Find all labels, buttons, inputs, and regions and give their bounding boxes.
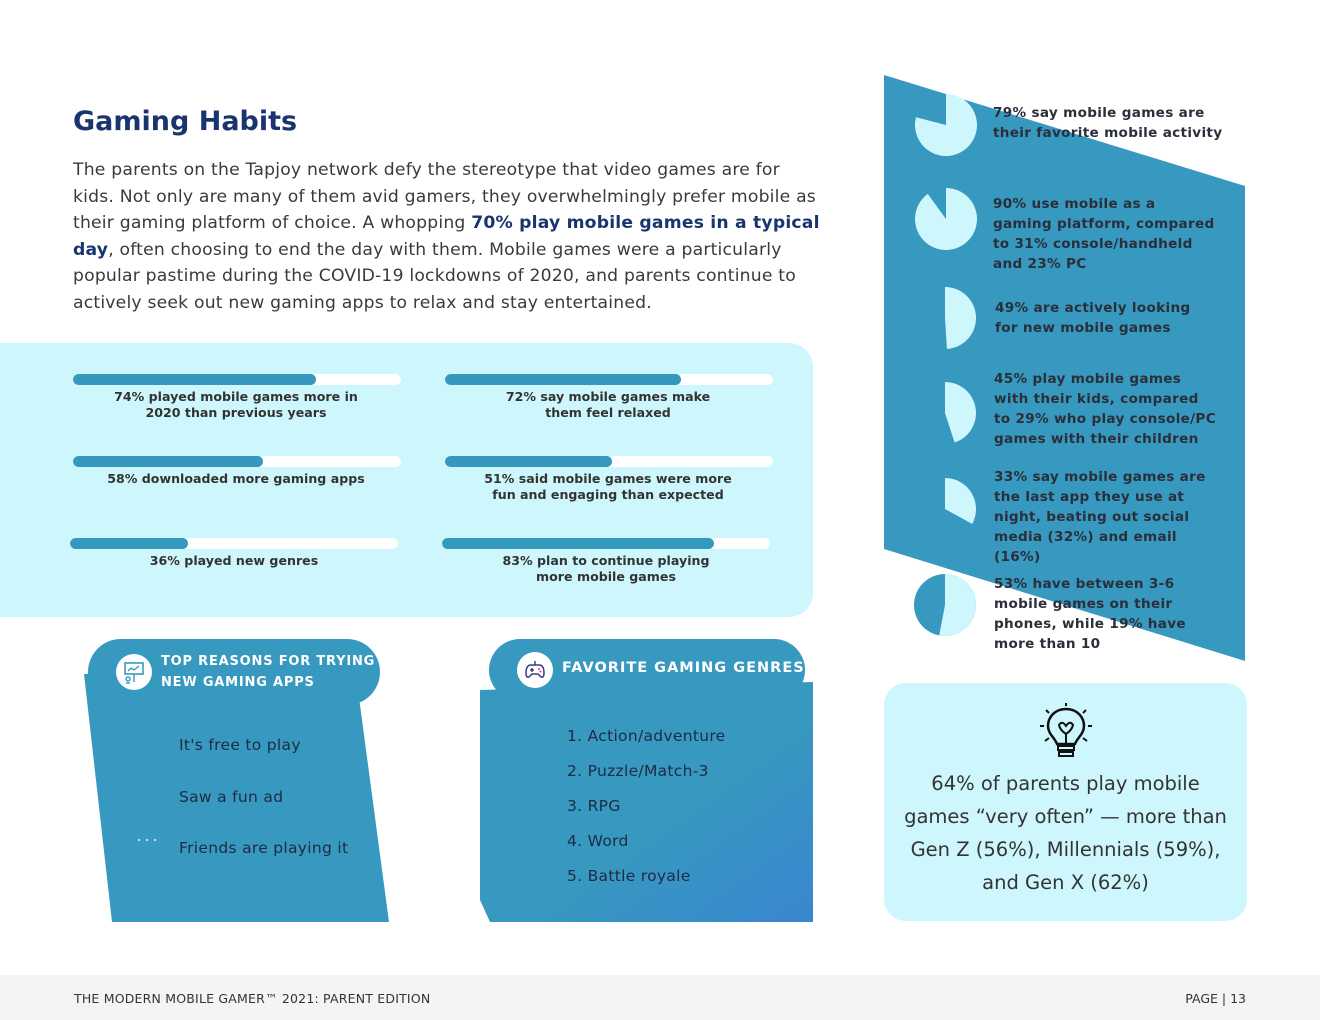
genres-card-title: FAVORITE GAMING GENRES: [562, 660, 805, 676]
genre-item: 4. Word: [567, 832, 629, 850]
stat-bar-fill: [73, 374, 316, 385]
stat-bar-fill: [445, 456, 612, 467]
pie-chart: [914, 287, 976, 349]
stat-bar-fill: [70, 538, 188, 549]
lightbulb-icon: [1038, 703, 1094, 761]
stat-bar-fill: [442, 538, 714, 549]
stat-bar-track: [73, 456, 401, 467]
pie-slice: [915, 94, 977, 156]
pie-stat-text: 79% say mobile games are their favorite mobile activity: [993, 105, 1223, 141]
stat-bar-label: 83% plan to continue playing more mobile games: [502, 553, 710, 584]
pie-chart: [915, 94, 977, 156]
genre-item: 1. Action/adventure: [567, 727, 726, 745]
pie-stat-text: 49% are actively looking for new mobile games: [995, 300, 1191, 336]
gamepad-icon: [517, 652, 553, 688]
reason-item: Friends are playing it: [179, 839, 349, 857]
stat-bar-label: 58% downloaded more gaming apps: [107, 471, 365, 486]
reasons-title-line2: NEW GAMING APPS: [161, 675, 315, 690]
friends-icon: [136, 836, 160, 844]
stat-bar-track: [70, 538, 398, 549]
tip-text: 64% of parents play mobile games “very often” — more than Gen Z (56%), Millennials (59%), and Gen X (62%): [904, 772, 1227, 894]
footer-page-number: PAGE | 13: [1185, 991, 1246, 1006]
stat-bar-fill: [445, 374, 681, 385]
pie-stat-text: 90% use mobile as a gaming platform, compared to 31% console/handheld and 23% PC: [993, 196, 1215, 272]
footer-publication-title: THE MODERN MOBILE GAMER™ 2021: PARENT EDITION: [74, 991, 431, 1006]
pie-stat-text: 45% play mobile games with their kids, compared to 29% who play console/PC games with their children: [994, 371, 1216, 447]
reasons-card-title: [161, 651, 375, 693]
reason-item: It's free to play: [179, 736, 301, 754]
stat-bar-track: [442, 538, 770, 549]
page-title: Gaming Habits: [73, 106, 298, 137]
presentation-icon: [116, 654, 152, 690]
stat-bar-label: 72% say mobile games make them feel relaxed: [505, 389, 711, 420]
stat-bar-track: [73, 374, 401, 385]
stat-bar-label: 36% played new genres: [149, 553, 319, 568]
pie-slice: [945, 382, 976, 442]
pie-chart: [914, 478, 976, 540]
pie-stat-text: 33% say mobile games are the last app they use at night, beating out social media (32%) and email (16%): [994, 469, 1206, 565]
genre-item: 3. RPG: [567, 797, 621, 815]
stat-bar-track: [445, 456, 773, 467]
pie-chart: [914, 574, 976, 636]
stat-bar-label: 51% said mobile games were more fun and engaging than expected: [484, 471, 732, 502]
pie-stat-text: 53% have between 3-6 mobile games on their phones, while 19% have more than 10: [994, 576, 1186, 652]
intro-highlight: 70% play mobile games in a typical day: [73, 213, 820, 260]
reasons-title-line1: TOP REASONS FOR TRYING: [161, 654, 376, 669]
stat-bar-track: [445, 374, 773, 385]
genre-item: 5. Battle royale: [567, 867, 691, 885]
reason-item: Saw a fun ad: [179, 788, 284, 806]
stat-bar-fill: [73, 456, 263, 467]
stat-bar-label: 74% played mobile games more in 2020 than previous years: [114, 389, 358, 420]
intro-text-part1: The parents on the Tapjoy network defy the stereotype that video games are for kids. Not only are many of them avid gamers, they overwhelmingly prefer mobile as their gaming platform of choice. A whopping: [73, 160, 816, 234]
intro-paragraph: [73, 157, 825, 317]
pie-chart: [915, 188, 977, 250]
intro-text-part2: , often choosing to end the day with them. Mobile games were a particularly popular pastime during the COVID-19 lockdowns of 2020, and parents continue to actively seek out new gaming apps to relax and stay entertained.: [73, 239, 796, 313]
genre-item: 2. Puzzle/Match-3: [567, 762, 709, 780]
pie-slice: [945, 287, 976, 349]
pie-chart: [914, 382, 976, 444]
pie-slice: [915, 188, 977, 250]
pie-slice: [945, 478, 976, 524]
